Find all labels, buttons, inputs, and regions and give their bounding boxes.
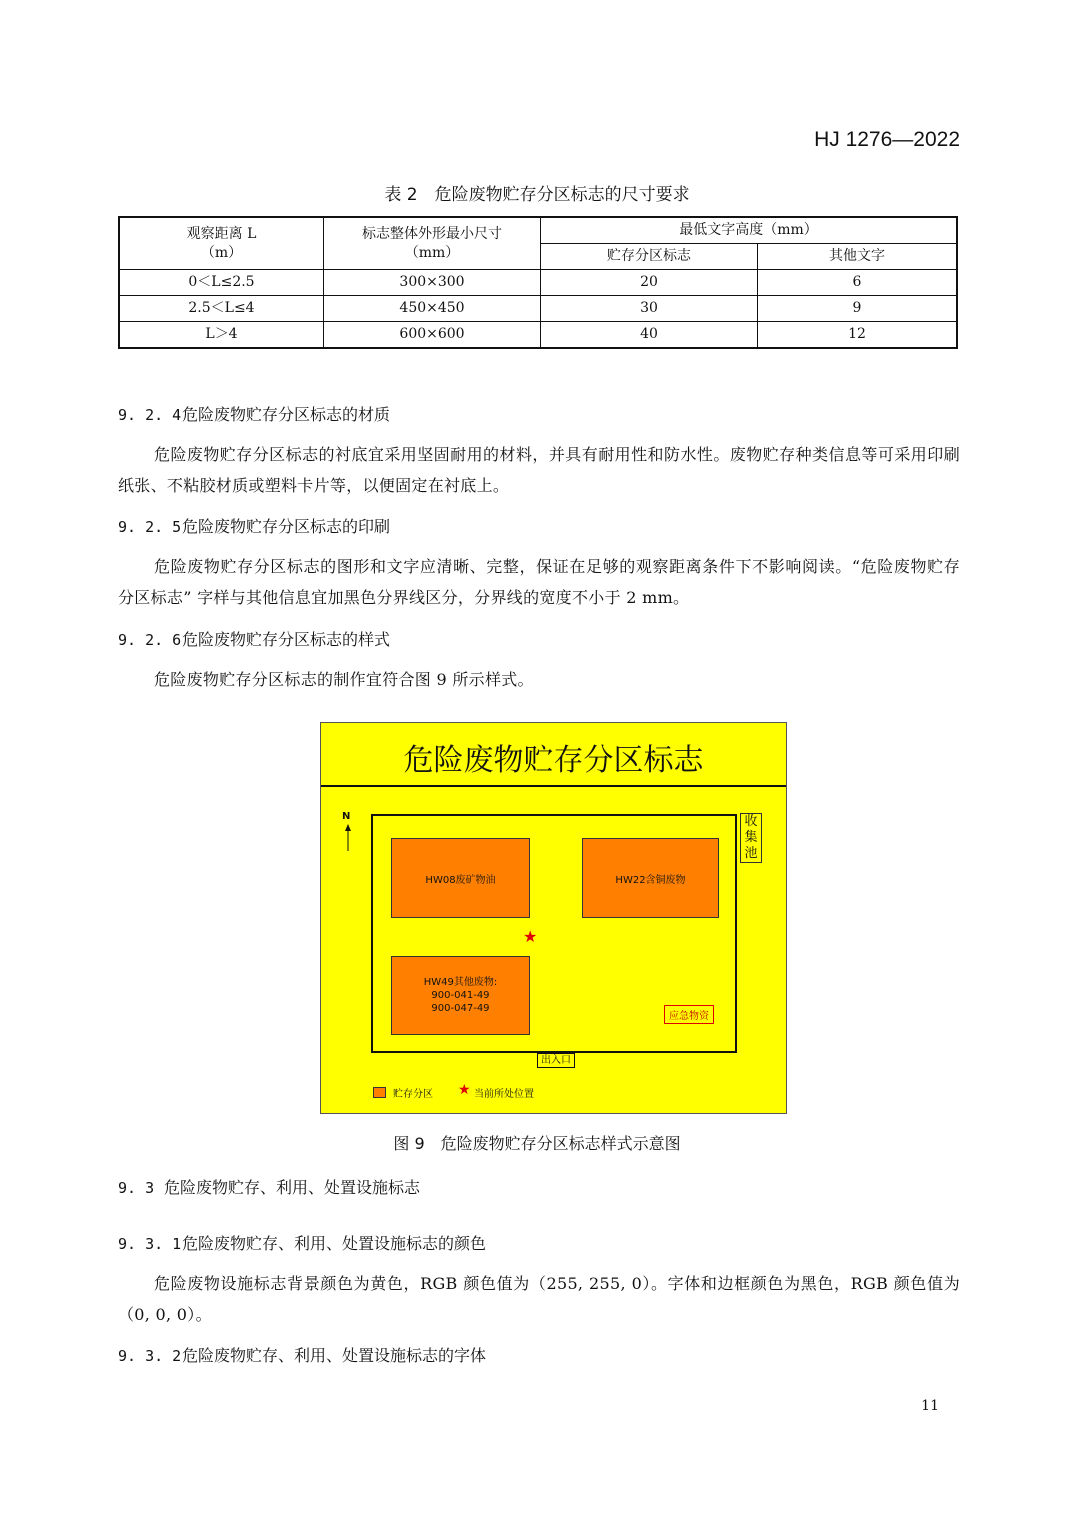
section-heading-924: 9. 2. 4危险废物贮存分区标志的材质	[118, 405, 391, 424]
entrance-label: 出入口	[537, 1053, 575, 1068]
legend-storage-label: 贮存分区	[393, 1089, 433, 1100]
header-text-height: 最低文字高度（mm）	[541, 217, 958, 244]
section-heading-93: 9. 3 危险废物贮存、利用、处置设施标志	[118, 1178, 421, 1197]
paragraph-931: 危险废物设施标志背景颜色为黄色，RGB 颜色值为（255, 255, 0）。字体和边框颜色为黑色，RGB 颜色值为（0, 0, 0）。	[118, 1274, 960, 1324]
section-heading-932: 9. 3. 2危险废物贮存、利用、处置设施标志的字体	[118, 1346, 487, 1365]
collection-pool: 收 集 池	[740, 813, 762, 863]
section-heading-925: 9. 2. 5危险废物贮存分区标志的印刷	[118, 517, 391, 536]
size-requirements-table	[118, 216, 958, 349]
header-other-text: 其他文字	[758, 244, 958, 270]
zone-hw49: HW49其他废物: 900-041-49 900-047-49	[391, 956, 530, 1035]
standard-number: HJ 1276—2022	[814, 128, 960, 151]
zone-hw08: HW08废矿物油	[391, 838, 530, 918]
table-row: L＞4 600×600 40 12	[119, 322, 957, 349]
north-label: N	[342, 811, 351, 822]
current-position-star-icon: ★	[523, 927, 538, 946]
sign-title: 危险废物贮存分区标志	[403, 743, 704, 778]
table-row: 2.5＜L≤4 450×450 30 9	[119, 296, 957, 322]
zone-hw22: HW22含铜废物	[582, 838, 719, 918]
table-caption: 表 2 危险废物贮存分区标志的尺寸要求	[384, 185, 690, 205]
header-zone-sign: 贮存分区标志	[541, 244, 758, 270]
page-number: 11	[921, 1398, 939, 1414]
paragraph-925: 危险废物贮存分区标志的图形和文字应清晰、完整，保证在足够的观察距离条件下不影响阅读。“危险废物贮存分区标志” 字样与其他信息宜加黑色分界线区分，分界线的宽度不小于 2 mm。	[118, 557, 960, 607]
header-distance: 观察距离 L （m）	[119, 217, 324, 270]
zone-sign-figure	[320, 722, 787, 1114]
legend-position-label: 当前所处位置	[474, 1089, 534, 1100]
paragraph-926: 危险废物贮存分区标志的制作宜符合图 9 所示样式。	[154, 670, 534, 689]
legend-storage-swatch	[373, 1087, 386, 1098]
north-arrow-icon	[343, 823, 353, 853]
table-row: 0＜L≤2.5 300×300 20 6	[119, 270, 957, 296]
emergency-supplies-label: 应急物资	[664, 1005, 714, 1024]
header-size: 标志整体外形最小尺寸 （mm）	[324, 217, 541, 270]
figure-caption: 图 9 危险废物贮存分区标志样式示意图	[393, 1134, 681, 1153]
section-heading-931: 9. 3. 1危险废物贮存、利用、处置设施标志的颜色	[118, 1234, 487, 1253]
section-heading-926: 9. 2. 6危险废物贮存分区标志的样式	[118, 630, 391, 649]
sign-title-bar	[321, 723, 786, 787]
legend-star-icon: ★	[458, 1082, 471, 1098]
paragraph-924: 危险废物贮存分区标志的衬底宜采用坚固耐用的材料，并具有耐用性和防水性。废物贮存种类信息等可采用印刷纸张、不粘胶材质或塑料卡片等，以便固定在衬底上。	[118, 445, 960, 495]
